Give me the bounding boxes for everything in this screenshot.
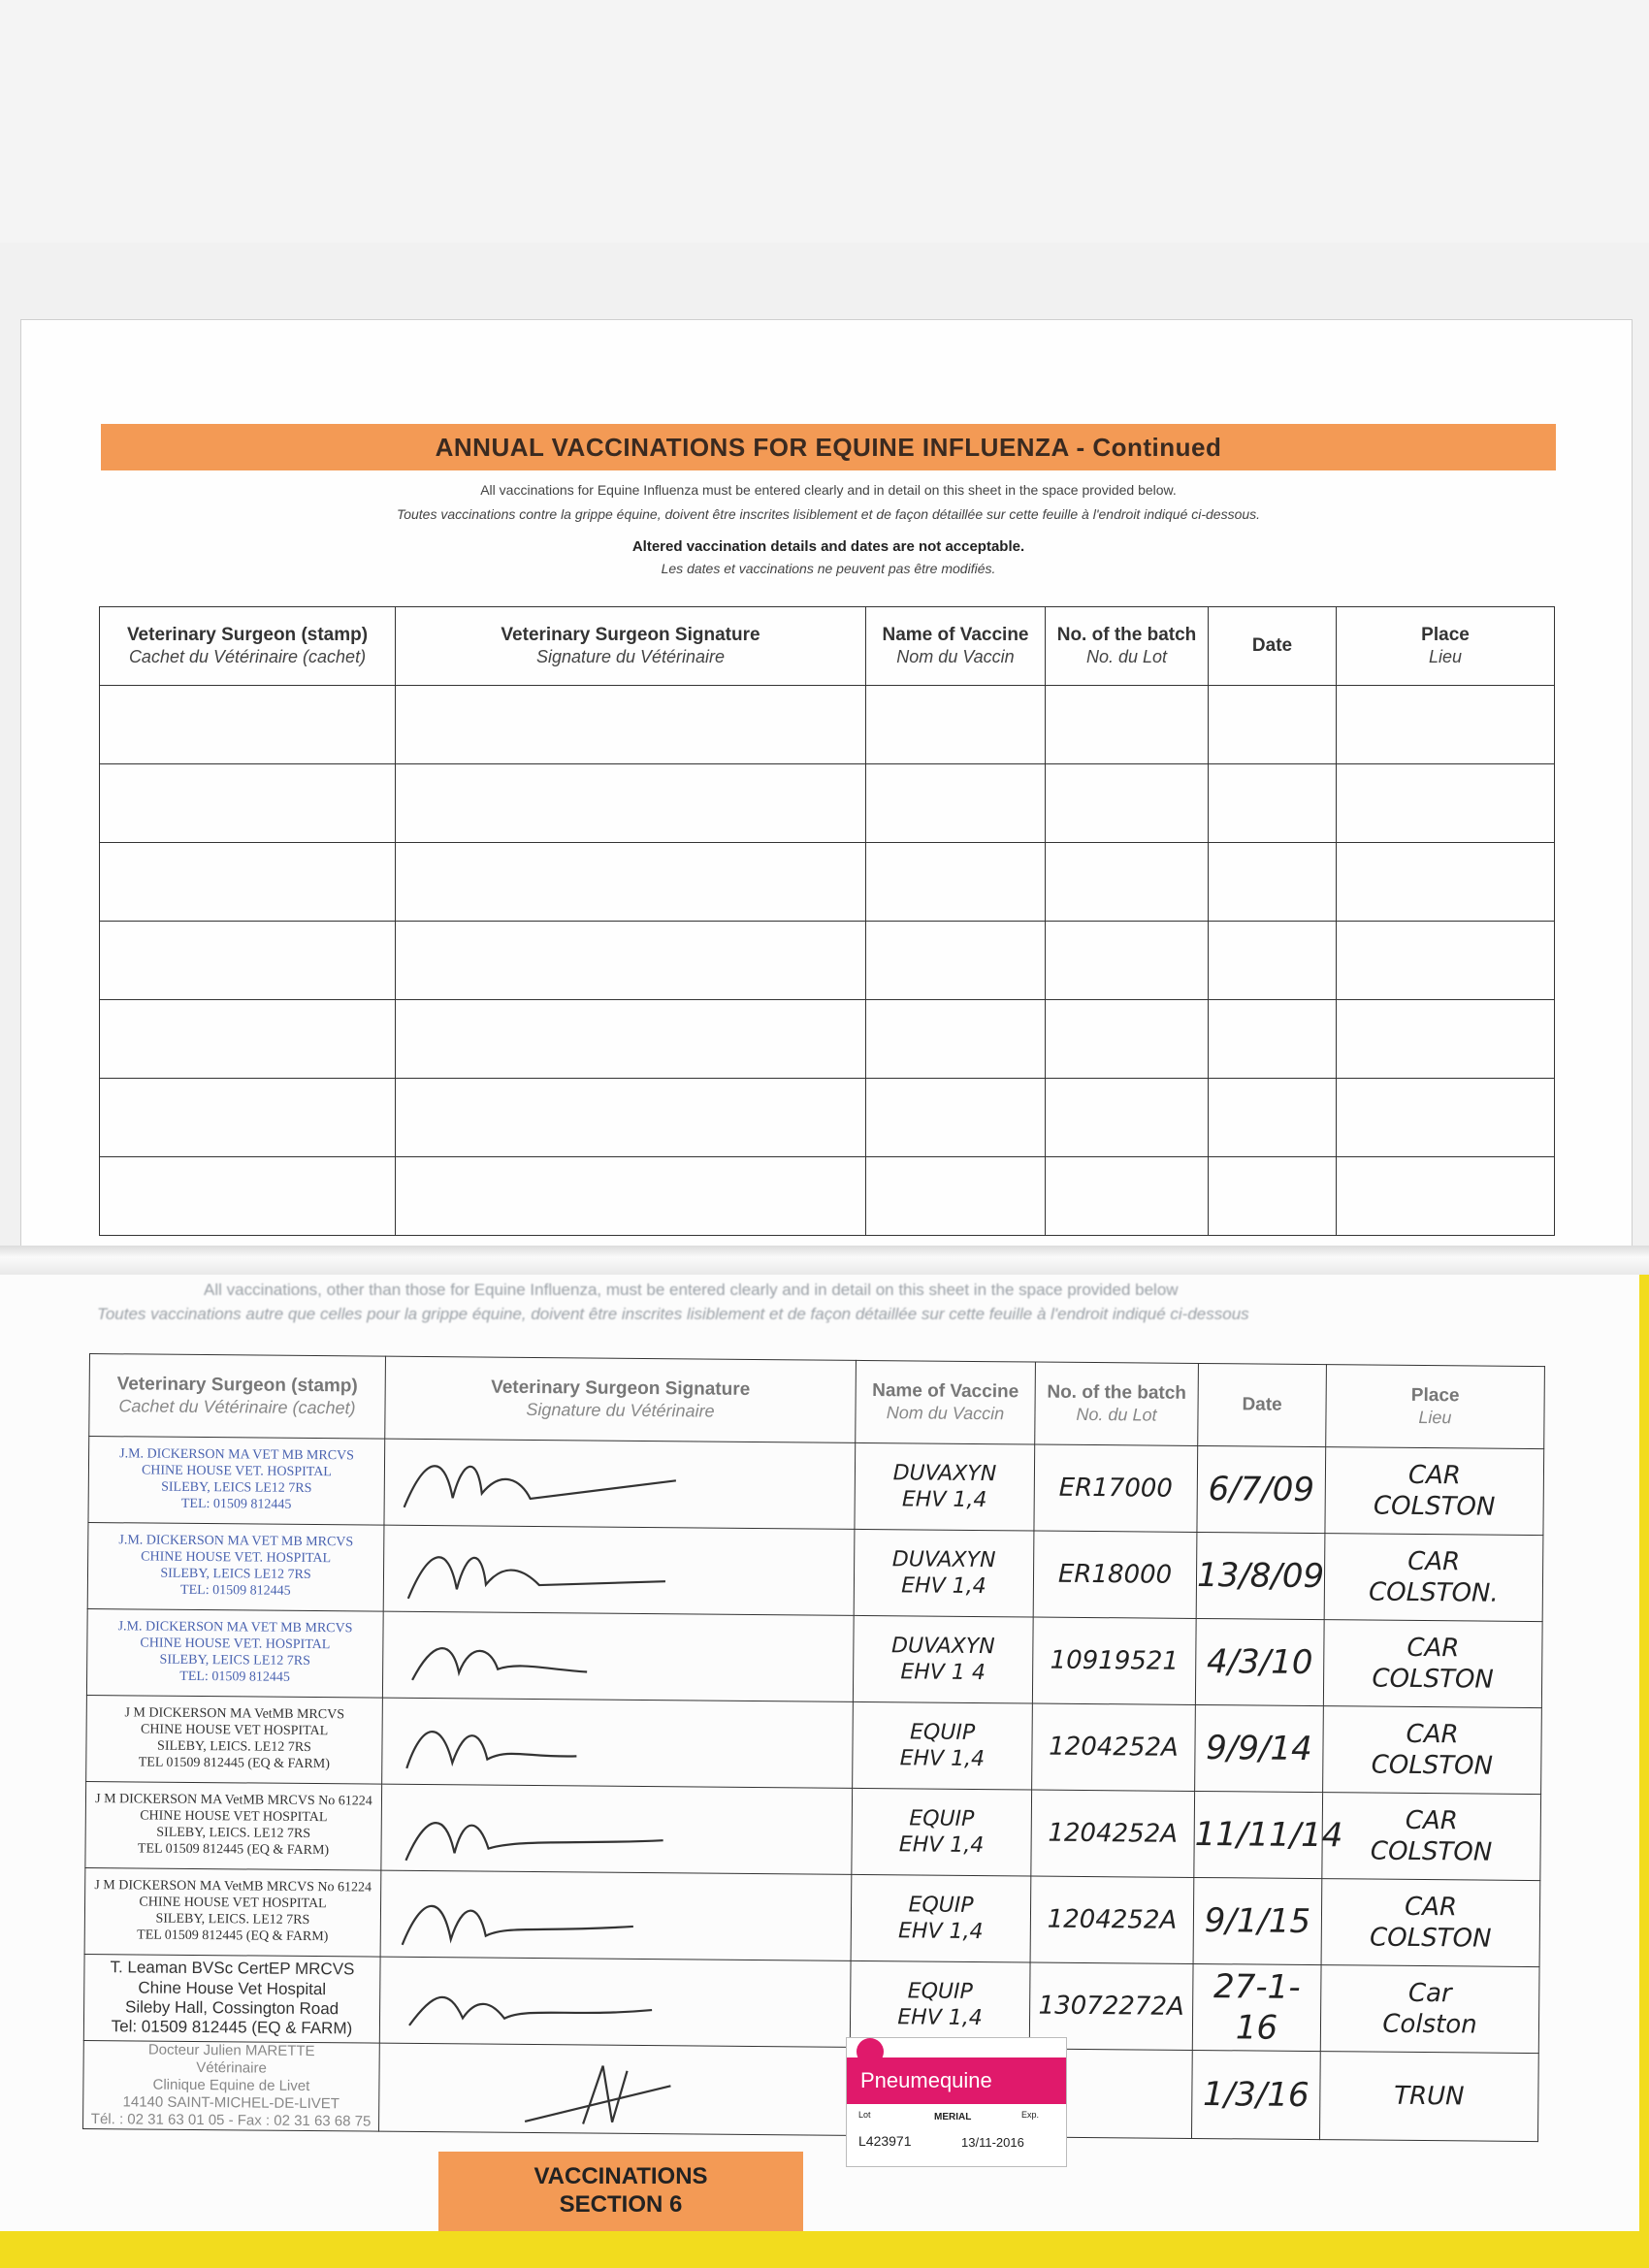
col-header-signature: Veterinary Surgeon Signature Signature du Vétérinaire bbox=[396, 607, 866, 686]
table-row-empty bbox=[100, 843, 1555, 922]
batch-cell bbox=[1034, 1444, 1198, 1532]
handwritten-signature bbox=[383, 1612, 850, 1701]
stamp-cell bbox=[100, 1157, 396, 1236]
signature-cell bbox=[396, 843, 866, 922]
other-vaccination-table bbox=[82, 1353, 1545, 2142]
stamp-line: Chine House Vet Hospital bbox=[138, 1978, 327, 1998]
signature-cell bbox=[380, 1870, 852, 1960]
batch-cell bbox=[1030, 1876, 1194, 1963]
vet-stamp bbox=[85, 1792, 381, 1860]
stamp-line: J.M. DICKERSON MA VET MB MRCVS bbox=[117, 1619, 353, 1636]
col-header-vaccine: Name of Vaccine Nom du Vaccin bbox=[856, 1360, 1036, 1444]
vaccination-date: 1/3/16 bbox=[1202, 2074, 1310, 2115]
vaccination-date: 13/8/09 bbox=[1196, 1555, 1325, 1596]
date-cell bbox=[1209, 1157, 1337, 1236]
table-header-row bbox=[100, 607, 1555, 686]
stamp-cell bbox=[87, 1522, 384, 1611]
place-name: CAR bbox=[1405, 1805, 1458, 1835]
vaccination-date: 6/7/09 bbox=[1208, 1469, 1315, 1509]
vaccine-cell bbox=[866, 922, 1046, 1000]
vaccine-name: EQUIP bbox=[908, 1892, 974, 1918]
vaccination-date: 4/3/10 bbox=[1206, 1641, 1313, 1682]
vaccination-date: 27-1-16 bbox=[1212, 1966, 1301, 2048]
batch-cell bbox=[1032, 1703, 1196, 1791]
stamp-line: 14140 SAINT-MICHEL-DE-LIVET bbox=[122, 2093, 340, 2113]
stamp-line: T. Leaman BVSc CertEP MRCVS bbox=[110, 1958, 355, 1979]
vaccine-cell bbox=[866, 1157, 1046, 1236]
stamp-line: Tel: 01509 812445 (EQ & FARM) bbox=[111, 2017, 353, 2038]
place-name: COLSTON bbox=[1373, 1491, 1496, 1522]
vaccine-cell bbox=[866, 1079, 1046, 1157]
vaccination-date: 11/11/14 bbox=[1194, 1814, 1343, 1856]
stamp-cell bbox=[84, 1867, 381, 1957]
signature-cell bbox=[396, 686, 866, 764]
stamp-cell bbox=[86, 1608, 383, 1698]
place-cell bbox=[1337, 1157, 1555, 1236]
scanner-background bbox=[0, 0, 1649, 243]
vet-stamp bbox=[87, 1619, 383, 1687]
handwritten-signature bbox=[382, 1699, 849, 1788]
date-cell bbox=[1193, 1877, 1322, 1964]
col-header-vaccine: Name of Vaccine Nom du Vaccin bbox=[866, 607, 1046, 686]
handwritten-signature bbox=[381, 1785, 848, 1874]
stamp-line: CHINE HOUSE VET. HOSPITAL bbox=[140, 1636, 331, 1653]
col-header-date: Date bbox=[1198, 1363, 1327, 1446]
vaccine-cell bbox=[851, 1874, 1031, 1962]
place-name: COLSTON bbox=[1369, 1923, 1492, 1954]
place-cell bbox=[1337, 843, 1555, 922]
vet-stamp bbox=[86, 1705, 382, 1773]
place-name: CAR bbox=[1407, 1460, 1462, 1490]
date-cell bbox=[1195, 1618, 1324, 1705]
signature-stroke bbox=[403, 1906, 633, 1947]
warning-fr: Les dates et vaccinations ne peuvent pas être modifiés. bbox=[661, 561, 996, 576]
table-row-empty bbox=[100, 1079, 1555, 1157]
stamp-line: TEL 01509 812445 (EQ & FARM) bbox=[138, 1755, 330, 1771]
signature-cell bbox=[381, 1784, 853, 1874]
signature-cell bbox=[396, 764, 866, 843]
handwritten-signature bbox=[384, 1526, 851, 1615]
binder-edge-bottom bbox=[0, 2231, 1649, 2268]
vaccination-date: 9/9/14 bbox=[1206, 1728, 1312, 1768]
handwritten-signature bbox=[384, 1440, 851, 1529]
vaccine-name: EHV 1,4 bbox=[897, 2005, 983, 2031]
signature-cell bbox=[382, 1698, 854, 1788]
stamp-line: CHINE HOUSE VET HOSPITAL bbox=[139, 1895, 327, 1912]
table-row-empty bbox=[100, 1157, 1555, 1236]
place-name: CAR bbox=[1407, 1546, 1461, 1576]
stamp-cell bbox=[88, 1437, 385, 1526]
place-cell bbox=[1337, 1079, 1555, 1157]
place-cell bbox=[1319, 2052, 1538, 2142]
table-row bbox=[83, 1954, 1539, 2053]
section-title-banner bbox=[101, 424, 1556, 470]
date-cell bbox=[1191, 2050, 1320, 2139]
signature-stroke bbox=[405, 1823, 663, 1863]
batch-number: 1204252A bbox=[1049, 1732, 1179, 1763]
signature-stroke bbox=[404, 1466, 676, 1509]
sticker-exp-label: Exp. bbox=[1021, 2110, 1040, 2120]
page-binding bbox=[0, 1246, 1649, 1275]
signature-stroke bbox=[525, 2065, 671, 2124]
footer-line-1: VACCINATIONS bbox=[534, 2163, 708, 2190]
date-cell bbox=[1196, 1532, 1325, 1619]
sticker-product: Pneumequine bbox=[847, 2057, 1066, 2104]
vaccine-name: EHV 1,4 bbox=[898, 1832, 985, 1859]
stamp-cell bbox=[100, 1000, 396, 1079]
stamp-line: Vétérinaire bbox=[196, 2058, 267, 2077]
vaccine-cell bbox=[866, 764, 1046, 843]
col-header-signature: Veterinary Surgeon Signature Signature du Vétérinaire bbox=[385, 1356, 857, 1442]
stamp-line: SILEBY, LEICS. LE12 7RS bbox=[156, 1825, 311, 1842]
date-cell bbox=[1209, 922, 1337, 1000]
col-header-place: Place Lieu bbox=[1326, 1365, 1545, 1449]
vaccine-cell bbox=[866, 686, 1046, 764]
place-name: COLSTON. bbox=[1368, 1577, 1499, 1608]
place-cell bbox=[1323, 1706, 1542, 1795]
col-header-date: Date bbox=[1209, 607, 1337, 686]
place-name: CAR bbox=[1404, 1892, 1458, 1922]
stamp-line: SILEBY, LEICS LE12 7RS bbox=[161, 1479, 312, 1497]
signature-stroke bbox=[409, 1997, 652, 2028]
place-cell bbox=[1322, 1793, 1541, 1881]
vaccine-cell bbox=[854, 1529, 1034, 1617]
place-cell bbox=[1337, 1000, 1555, 1079]
stamp-line: TEL: 01509 812445 bbox=[179, 1669, 290, 1685]
vaccine-cell bbox=[853, 1701, 1033, 1790]
place-name: Colston bbox=[1382, 2009, 1477, 2040]
place-cell bbox=[1325, 1447, 1544, 1536]
stamp-line: J.M. DICKERSON MA VET MB MRCVS bbox=[118, 1533, 354, 1550]
handwritten-signature bbox=[380, 1958, 847, 2047]
signature-stroke bbox=[408, 1557, 665, 1601]
batch-number: ER18000 bbox=[1057, 1559, 1173, 1590]
signature-stroke bbox=[412, 1648, 587, 1682]
col-header-stamp: Veterinary Surgeon (stamp) Cachet du Vétérinaire (cachet) bbox=[100, 607, 396, 686]
instruction-en: All vaccinations for Equine Influenza must be entered clearly and in detail on this sheet in the space provided below. bbox=[480, 482, 1177, 498]
signature-cell bbox=[396, 922, 866, 1000]
date-cell bbox=[1209, 686, 1337, 764]
sticker-maker: MERIAL bbox=[934, 2112, 972, 2122]
stamp-line: CHINE HOUSE VET. HOSPITAL bbox=[141, 1463, 332, 1480]
batch-number: 13072272A bbox=[1038, 1991, 1184, 2022]
batch-number: 1204252A bbox=[1047, 1904, 1178, 1935]
table-row-empty bbox=[100, 764, 1555, 843]
vaccine-name: EHV 1,4 bbox=[899, 1746, 986, 1772]
stamp-cell bbox=[100, 1079, 396, 1157]
vaccine-cell bbox=[855, 1442, 1035, 1531]
stamp-line: SILEBY, LEICS. LE12 7RS bbox=[155, 1911, 310, 1928]
signature-cell bbox=[379, 2043, 851, 2135]
stamp-line: J M DICKERSON MA VetMB MRCVS No 61224 bbox=[94, 1878, 372, 1895]
date-cell bbox=[1195, 1704, 1324, 1792]
vaccine-name: EQUIP bbox=[909, 1805, 975, 1831]
place-name: TRUN bbox=[1394, 2081, 1465, 2112]
table-row bbox=[88, 1437, 1544, 1536]
vaccine-name: DUVAXYN bbox=[891, 1546, 996, 1572]
signature-stroke bbox=[406, 1732, 576, 1770]
stamp-line: SILEBY, LEICS LE12 7RS bbox=[159, 1652, 310, 1669]
stamp-line: J M DICKERSON MA VetMB MRCVS bbox=[124, 1705, 345, 1723]
batch-cell bbox=[1046, 1157, 1209, 1236]
influenza-vaccination-table bbox=[99, 606, 1555, 1236]
vet-stamp bbox=[85, 1878, 381, 1946]
sticker-lot: L423971 bbox=[858, 2133, 912, 2149]
stamp-cell bbox=[100, 686, 396, 764]
vaccine-cell bbox=[852, 1788, 1032, 1876]
table-row bbox=[87, 1522, 1543, 1621]
vaccine-name: EHV 1,4 bbox=[901, 1573, 986, 1600]
vaccine-name: EHV 1 4 bbox=[900, 1660, 986, 1686]
stamp-line: Sileby Hall, Cossington Road bbox=[124, 1997, 340, 2019]
instruction-other-fr: Toutes vaccinations autre que celles pour la grippe équine, doivent être inscrites lisiblement et de façon détaillée sur cette feuille à l'endroit indiqué ci-dessous bbox=[97, 1305, 1249, 1323]
vaccine-name: EQUIP bbox=[909, 1719, 976, 1745]
table-header-row bbox=[89, 1354, 1545, 1449]
sticker-exp: 13/11-2016 bbox=[961, 2135, 1024, 2150]
section-title: ANNUAL VACCINATIONS FOR EQUINE INFLUENZA - Continued bbox=[435, 432, 1222, 462]
place-cell bbox=[1337, 922, 1555, 1000]
signature-cell bbox=[382, 1611, 854, 1701]
stamp-cell bbox=[100, 843, 396, 922]
table-row-empty bbox=[100, 1000, 1555, 1079]
col-header-batch: No. of the batch No. du Lot bbox=[1035, 1362, 1199, 1445]
table-row-empty bbox=[100, 686, 1555, 764]
section-footer-tab bbox=[438, 2152, 803, 2231]
stamp-line: SILEBY, LEICS. LE12 7RS bbox=[156, 1738, 311, 1756]
stamp-cell bbox=[86, 1695, 383, 1784]
place-name: COLSTON bbox=[1371, 1750, 1494, 1781]
stamp-line: CHINE HOUSE VET. HOSPITAL bbox=[141, 1549, 332, 1567]
vaccine-name: EHV 1,4 bbox=[901, 1487, 987, 1513]
vet-stamp bbox=[83, 2041, 379, 2131]
vaccine-cell bbox=[866, 843, 1046, 922]
vaccine-cell bbox=[850, 1960, 1030, 2049]
vaccine-batch-sticker bbox=[846, 2037, 1067, 2167]
stamp-line: Docteur Julien MARETTE bbox=[147, 2041, 315, 2060]
handwritten-signature bbox=[381, 1871, 848, 1960]
batch-number: 10919521 bbox=[1050, 1645, 1180, 1676]
place-cell bbox=[1337, 764, 1555, 843]
stamp-line: J M DICKERSON MA VetMB MRCVS No 61224 bbox=[95, 1792, 372, 1809]
place-cell bbox=[1323, 1620, 1542, 1708]
date-cell bbox=[1209, 1000, 1337, 1079]
stamp-line: TEL 01509 812445 (EQ & FARM) bbox=[137, 1841, 330, 1858]
vaccine-cell bbox=[866, 1000, 1046, 1079]
footer-line-2: SECTION 6 bbox=[559, 2191, 683, 2218]
instruction-other-en: All vaccinations, other than those for Equine Influenza, must be entered clearly and in detail on this sheet in the space provided below bbox=[204, 1280, 1179, 1299]
table-row bbox=[83, 2040, 1539, 2141]
place-name: CAR bbox=[1406, 1719, 1459, 1749]
table-row-empty bbox=[100, 922, 1555, 1000]
vaccine-cell bbox=[853, 1615, 1033, 1703]
place-name: COLSTON bbox=[1370, 1836, 1493, 1867]
signature-cell bbox=[396, 1157, 866, 1236]
stamp-line: TEL: 01509 812445 bbox=[180, 1582, 291, 1599]
col-header-stamp: Veterinary Surgeon (stamp) Cachet du Vétérinaire (cachet) bbox=[89, 1354, 386, 1440]
place-cell bbox=[1337, 686, 1555, 764]
place-cell bbox=[1324, 1534, 1543, 1622]
place-name: CAR bbox=[1406, 1633, 1460, 1663]
signature-cell bbox=[379, 1957, 851, 2047]
batch-cell bbox=[1032, 1617, 1196, 1704]
batch-cell bbox=[1046, 922, 1209, 1000]
col-header-batch: No. of the batch No. du Lot bbox=[1046, 607, 1209, 686]
stamp-line: TEL 01509 812445 (EQ & FARM) bbox=[137, 1928, 329, 1944]
vaccine-name: EQUIP bbox=[907, 1978, 973, 2004]
place-cell bbox=[1320, 1965, 1539, 2054]
vet-stamp bbox=[88, 1533, 384, 1601]
stamp-line: CHINE HOUSE VET HOSPITAL bbox=[140, 1722, 329, 1739]
date-cell bbox=[1194, 1791, 1343, 1878]
signature-cell bbox=[383, 1525, 855, 1615]
handwritten-signature bbox=[379, 2045, 846, 2134]
stamp-cell bbox=[100, 764, 396, 843]
sticker-lot-label: Lot bbox=[858, 2110, 871, 2120]
signature-cell bbox=[396, 1079, 866, 1157]
col-header-place: Place Lieu bbox=[1337, 607, 1555, 686]
table-row bbox=[86, 1608, 1542, 1707]
date-cell bbox=[1192, 1963, 1321, 2051]
place-name: Car bbox=[1407, 1978, 1452, 2008]
stamp-line: Clinique Equine de Livet bbox=[152, 2076, 310, 2095]
batch-cell bbox=[1046, 1079, 1209, 1157]
place-cell bbox=[1321, 1879, 1540, 1967]
batch-cell bbox=[1046, 764, 1209, 843]
vet-stamp bbox=[89, 1446, 385, 1514]
date-cell bbox=[1209, 764, 1337, 843]
instruction-fr: Toutes vaccinations contre la grippe équine, doivent être inscrites lisiblement et de façon détaillée sur cette feuille à l'endroit indiqué ci-dessous. bbox=[396, 506, 1261, 522]
warning-en: Altered vaccination details and dates are not acceptable. bbox=[631, 538, 1025, 555]
stamp-line: TEL: 01509 812445 bbox=[180, 1496, 292, 1512]
batch-cell bbox=[1046, 1000, 1209, 1079]
table-row bbox=[86, 1695, 1542, 1794]
vaccine-name: DUVAXYN bbox=[890, 1633, 995, 1659]
vaccine-name: EHV 1,4 bbox=[897, 1919, 984, 1945]
vaccination-date: 9/1/15 bbox=[1204, 1900, 1311, 1941]
batch-cell bbox=[1046, 686, 1209, 764]
stamp-cell bbox=[85, 1781, 382, 1870]
date-cell bbox=[1197, 1445, 1326, 1533]
vet-stamp bbox=[84, 1958, 380, 2039]
signature-cell bbox=[384, 1439, 856, 1529]
batch-cell bbox=[1046, 843, 1209, 922]
stamp-cell bbox=[83, 2040, 380, 2131]
batch-cell bbox=[1031, 1790, 1195, 1877]
stamp-line: Tél. : 02 31 63 01 05 - Fax : 02 31 63 68 75 bbox=[90, 2111, 372, 2130]
date-cell bbox=[1209, 843, 1337, 922]
stamp-line: J.M. DICKERSON MA VET MB MRCVS bbox=[119, 1446, 355, 1464]
date-cell bbox=[1209, 1079, 1337, 1157]
batch-number: 1204252A bbox=[1048, 1818, 1179, 1849]
batch-number: ER17000 bbox=[1058, 1473, 1174, 1504]
table-row bbox=[84, 1867, 1540, 1966]
stamp-cell bbox=[83, 1954, 380, 2043]
stamp-line: SILEBY, LEICS LE12 7RS bbox=[160, 1566, 311, 1583]
stamp-cell bbox=[100, 922, 396, 1000]
table-row bbox=[85, 1781, 1541, 1880]
vaccine-name: DUVAXYN bbox=[892, 1460, 997, 1486]
batch-cell bbox=[1033, 1531, 1197, 1618]
stamp-line: CHINE HOUSE VET HOSPITAL bbox=[140, 1808, 328, 1826]
signature-cell bbox=[396, 1000, 866, 1079]
place-name: COLSTON bbox=[1372, 1664, 1494, 1695]
